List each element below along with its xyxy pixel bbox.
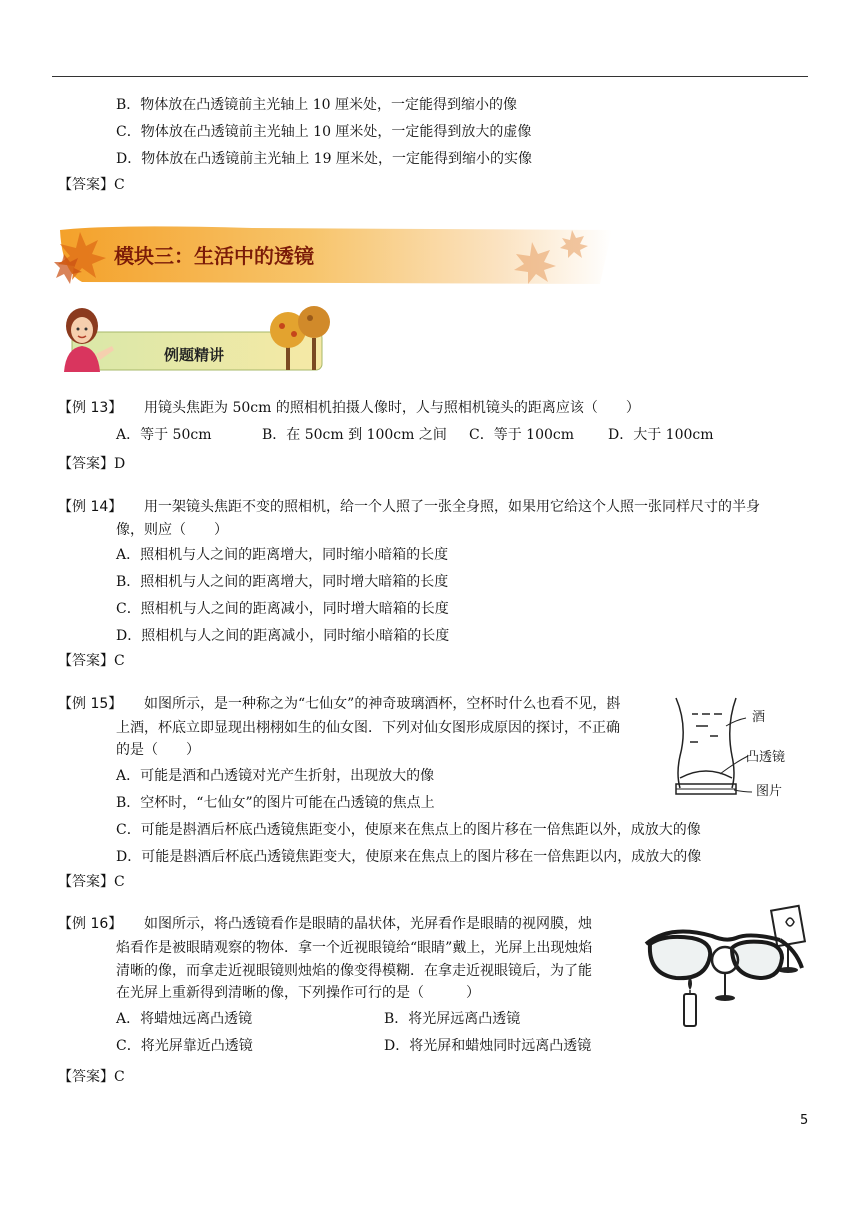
example-15-option-a: A．可能是酒和凸透镜对光产生折射，出现放大的像: [116, 768, 435, 784]
example-14-label: 【例 14】: [58, 499, 123, 515]
example-16-option-a: A．将蜡烛远离凸透镜: [116, 1011, 253, 1027]
example-16-option-d: D．将光屏和蜡烛同时远离凸透镜: [384, 1038, 592, 1054]
figure-label-wine: 酒: [752, 710, 766, 725]
example-16-stem-line-2: 焰看作是被眼睛观察的物体．拿一个近视眼镜给“眼睛”戴上，光屏上出现烛焰: [116, 940, 593, 956]
answer: 【答案】C: [58, 177, 125, 193]
example-16-stem-line-4: 在光屏上重新得到清晰的像，下列操作可行的是（ ）: [116, 985, 480, 1001]
examples-title: 例题精讲: [164, 346, 225, 364]
example-16-answer: 【答案】C: [58, 1069, 125, 1085]
example-13-option-b: B．在 50cm 到 100cm 之间: [262, 427, 447, 443]
option-b: B．物体放在凸透镜前主光轴上 10 厘米处，一定能得到缩小的像: [116, 97, 518, 113]
example-15-option-d: D．可能是斟酒后杯底凸透镜焦距变大，使原来在焦点上的图片移在一倍焦距以内，成放大的像: [116, 849, 702, 865]
option-d: D．物体放在凸透镜前主光轴上 19 厘米处，一定能得到缩小的实像: [116, 151, 532, 167]
example-13-stem: 用镜头焦距为 50cm 的照相机拍摄人像时，人与照相机镜头的距离应该（ ）: [144, 400, 640, 416]
section-title: 模块三：生活中的透镜: [114, 244, 314, 268]
example-15-stem-line-1: 如图所示，是一种称之为“七仙女”的神奇玻璃酒杯，空杯时什么也看不见，斟: [144, 696, 621, 712]
figure-label-picture: 图片: [756, 784, 783, 799]
page-number: 5: [800, 1113, 809, 1128]
example-13-label: 【例 13】: [58, 400, 123, 416]
example-15-stem-line-2: 上酒，杯底立即显现出栩栩如生的仙女图．下列对仙女图形成原因的探讨，不正确: [116, 720, 620, 736]
figure-label-lens: 凸透镜: [746, 750, 786, 765]
example-14-stem-line-2: 像，则应（ ）: [116, 522, 228, 538]
option-c: C．物体放在凸透镜前主光轴上 10 厘米处，一定能得到放大的虚像: [116, 124, 532, 140]
example-15-option-b: B．空杯时，“七仙女”的图片可能在凸透镜的焦点上: [116, 795, 435, 811]
example-14-stem-line-1: 用一架镜头焦距不变的照相机，给一个人照了一张全身照，如果用它给这个人照一张同样尺寸的半身: [144, 499, 760, 515]
example-16-option-b: B．将光屏远离凸透镜: [384, 1011, 521, 1027]
example-13-option-c: C．等于 100cm: [469, 427, 574, 443]
example-13-answer: 【答案】D: [58, 456, 126, 472]
example-14-option-a: A．照相机与人之间的距离增大，同时缩小暗箱的长度: [116, 547, 449, 563]
example-15-stem-line-3: 的是（ ）: [116, 742, 200, 758]
example-14-answer: 【答案】C: [58, 653, 125, 669]
example-16-stem-line-3: 清晰的像，而拿走近视眼镜则烛焰的像变得模糊．在拿走近视眼镜后，为了能: [116, 963, 592, 979]
example-16-stem-line-1: 如图所示，将凸透镜看作是眼睛的晶状体，光屏看作是眼睛的视网膜，烛: [144, 916, 592, 932]
example-16-option-c: C．将光屏靠近凸透镜: [116, 1038, 253, 1054]
example-14-option-b: B．照相机与人之间的距离增大，同时增大暗箱的长度: [116, 574, 449, 590]
example-14-option-d: D．照相机与人之间的距离减小，同时缩小暗箱的长度: [116, 628, 450, 644]
example-16-label: 【例 16】: [58, 916, 123, 932]
example-15-answer: 【答案】C: [58, 874, 125, 890]
example-15-label: 【例 15】: [58, 696, 123, 712]
glasses-figure: [640, 904, 820, 1034]
example-15-option-c: C．可能是斟酒后杯底凸透镜焦距变小，使原来在焦点上的图片移在一倍焦距以外，成放大的像: [116, 822, 701, 838]
example-14-option-c: C．照相机与人之间的距离减小，同时增大暗箱的长度: [116, 601, 449, 617]
example-13-option-d: D．大于 100cm: [608, 427, 714, 443]
example-13-option-a: A．等于 50cm: [116, 427, 212, 443]
header-rule: [52, 76, 808, 77]
